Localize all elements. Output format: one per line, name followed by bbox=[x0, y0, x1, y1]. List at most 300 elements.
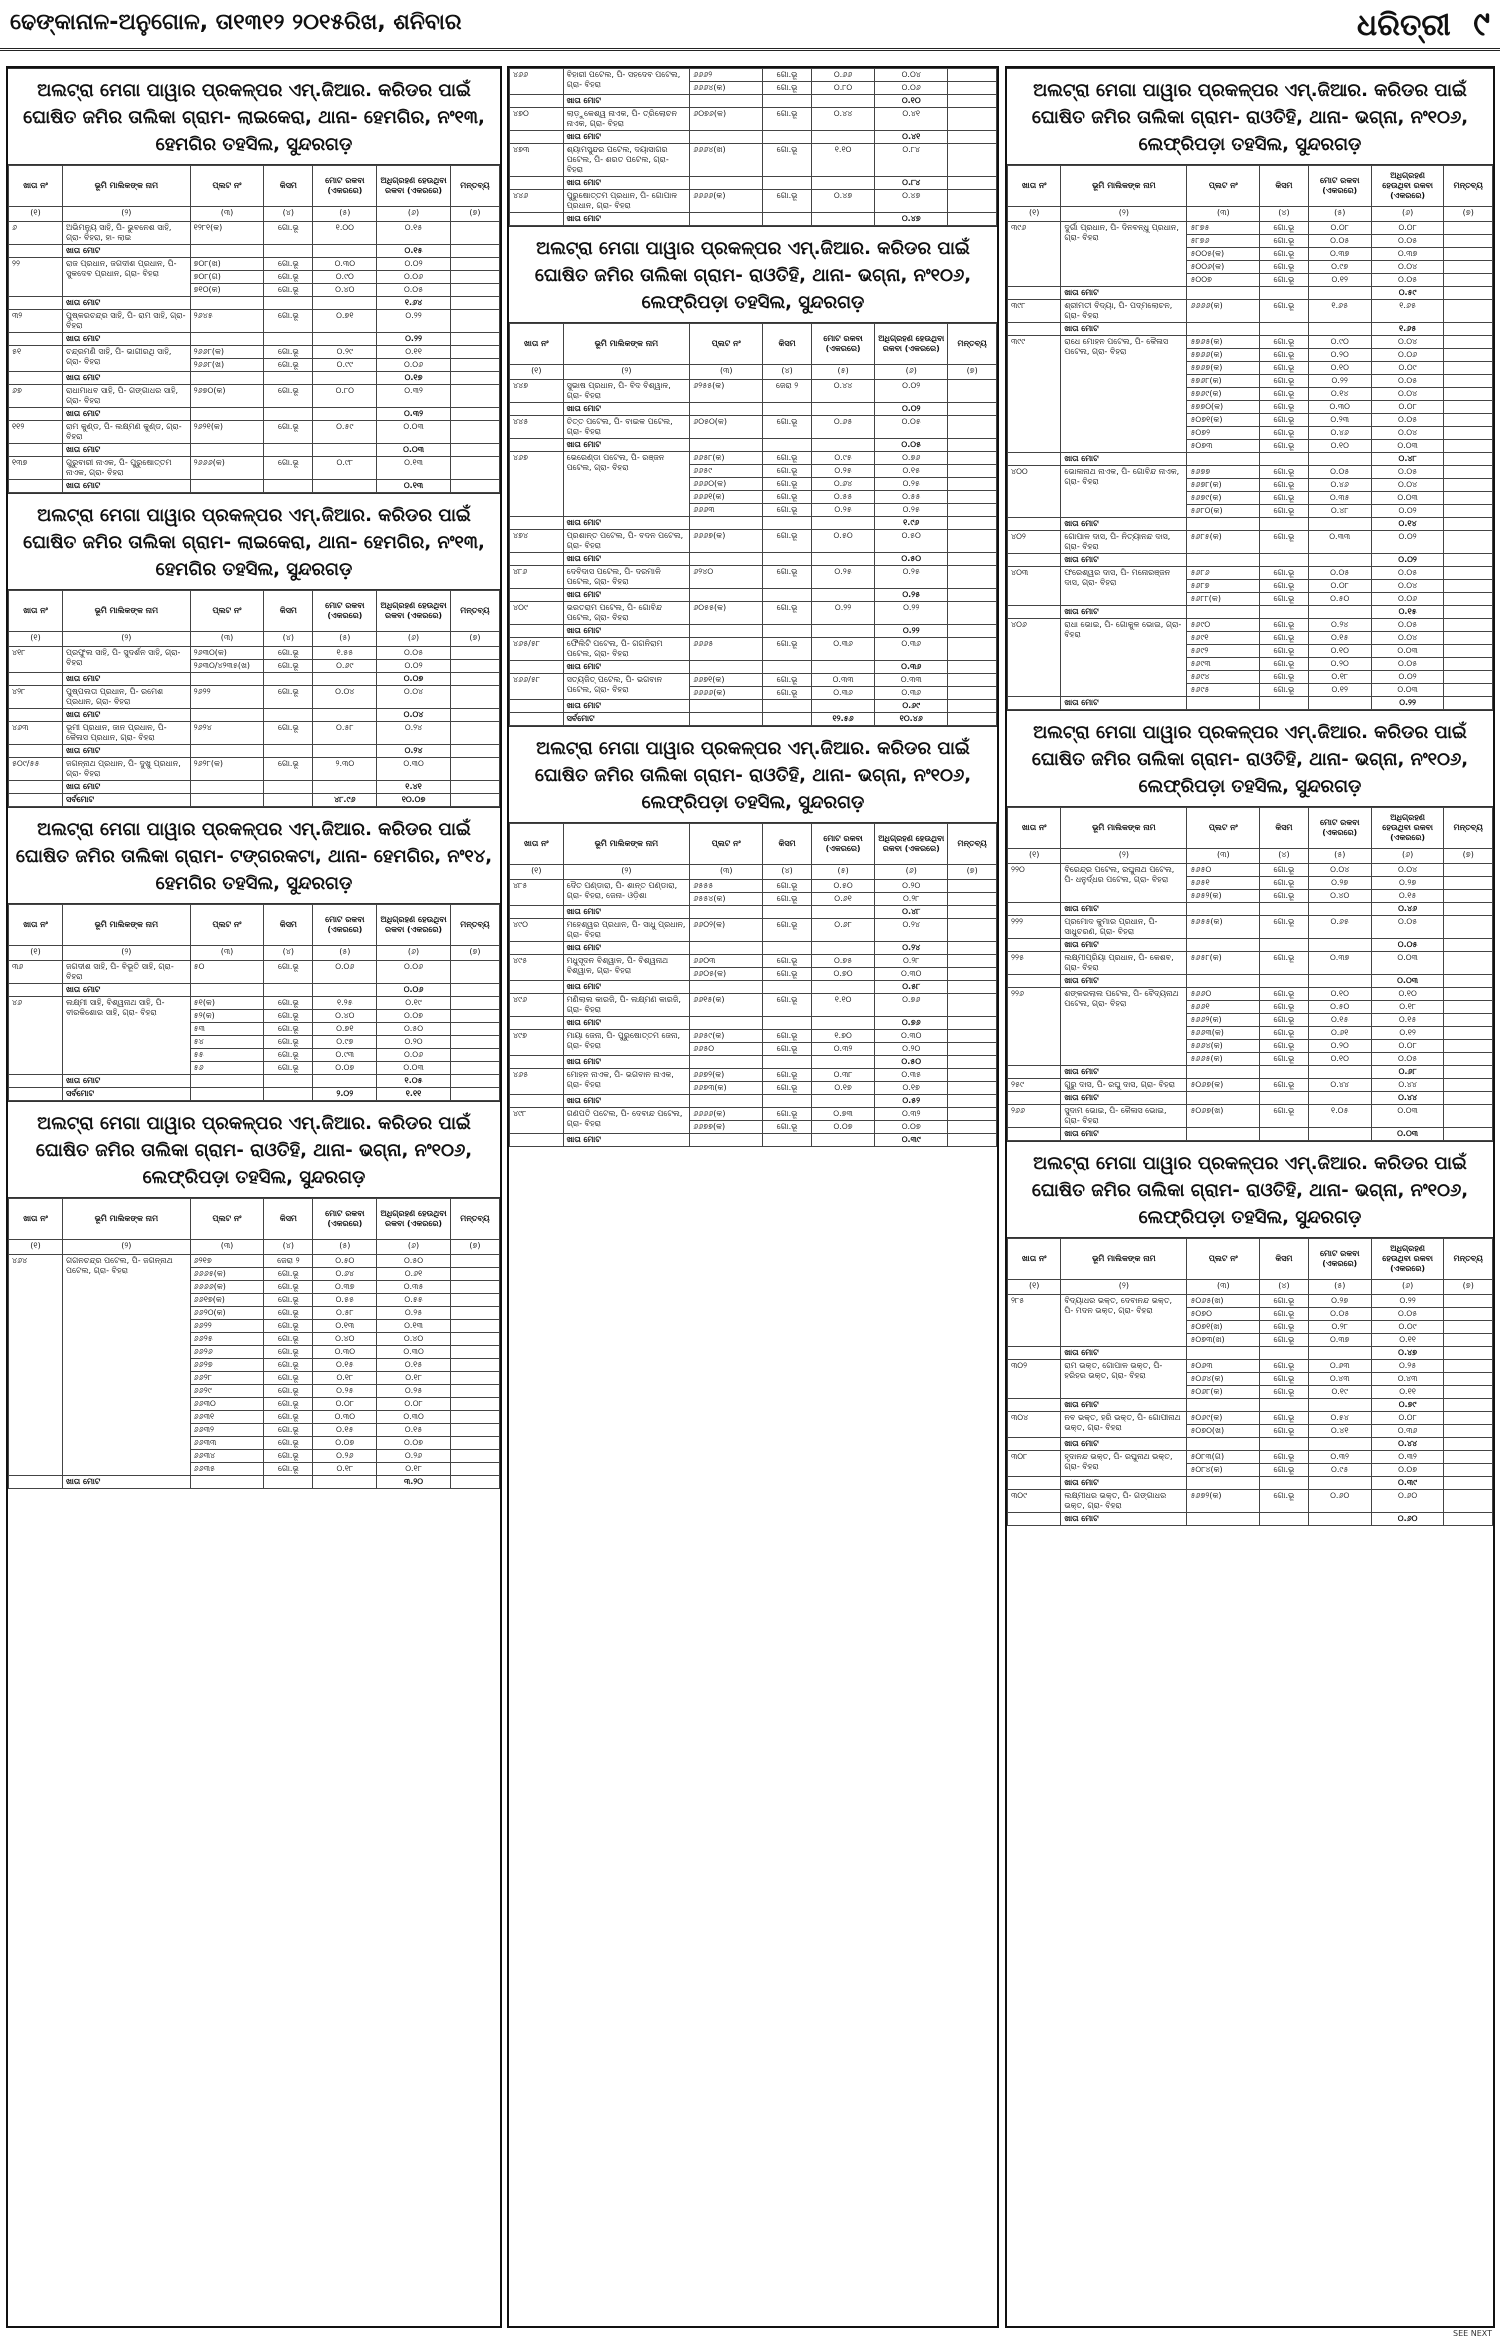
plot-number: ୨୬୨୧(କ) bbox=[190, 421, 264, 444]
total-area: ୦.୩୩ bbox=[1308, 531, 1371, 554]
grand-spacer bbox=[450, 1088, 499, 1101]
subtotal-row bbox=[9, 480, 500, 493]
subtotal-spacer bbox=[1008, 939, 1061, 952]
subtotal-row bbox=[1008, 975, 1493, 988]
subtotal-spacer bbox=[1187, 606, 1260, 619]
owner-name: ପୁରୁଷୋତ୍ତମ ପ୍ରଧାନ, ପି- ଗୋପାଳ ପ୍ରଧାନ, ଗ୍ରା- ବିହରା bbox=[563, 190, 690, 213]
owner-name: ରାମ କୁଣ୍ଡ, ପି- ଲକ୍ଷ୍ମଣ କୁଣ୍ଡ, ଗ୍ରା- ବିହରା bbox=[63, 421, 191, 444]
plot-number: ୬୬୬୬(କ) bbox=[690, 687, 763, 700]
subtotal-spacer bbox=[510, 439, 564, 452]
khata-number: ୪୯୬ bbox=[510, 994, 564, 1017]
table-row bbox=[9, 997, 500, 1010]
subtotal-spacer bbox=[9, 673, 63, 686]
remarks-cell bbox=[1444, 388, 1493, 401]
table-row bbox=[9, 222, 500, 245]
land-kind: ଗୋ.ଭୂ bbox=[763, 893, 812, 906]
subtotal-spacer bbox=[948, 1017, 997, 1030]
subtotal-spacer bbox=[9, 709, 63, 722]
subtotal-spacer bbox=[1308, 453, 1371, 466]
subtotal-row bbox=[9, 781, 500, 794]
total-area: ୦.୧୨ bbox=[1308, 274, 1371, 287]
subtotal-value: ୦.୨୪ bbox=[875, 942, 948, 955]
khata-number: ୪୬୭ bbox=[510, 452, 564, 517]
subtotal-spacer bbox=[510, 700, 564, 713]
subtotal-spacer bbox=[264, 297, 313, 310]
header-cell: ପ୍ଲଟ ନଂ bbox=[190, 905, 264, 946]
owner-name: ମାୟା ଜେନା, ପି- ପୁରୁଷୋତ୍ତମ ଜେନା, ଗ୍ରା- ବିହରା bbox=[563, 1030, 690, 1056]
land-kind: ଗୋ.ଭୂ bbox=[1260, 1334, 1309, 1347]
land-kind: ଗୋ.ଭୂ bbox=[264, 660, 313, 673]
subtotal-spacer bbox=[313, 408, 377, 421]
land-table bbox=[509, 823, 997, 1147]
khata-number: ୪୯୮ bbox=[510, 1108, 564, 1134]
subtotal-spacer bbox=[190, 1075, 264, 1088]
land-kind: ଗୋ.ଭୂ bbox=[1260, 952, 1309, 975]
plot-number: ୫୭୬୫(କ) bbox=[1187, 336, 1260, 349]
column-number: (୬) bbox=[1371, 1280, 1444, 1295]
total-area: ୦.୫୫ bbox=[811, 491, 874, 504]
acquired-area: ୦.୭୬ bbox=[875, 994, 948, 1017]
land-kind: ଗୋ.ଭୂ bbox=[264, 222, 313, 245]
subtotal-row bbox=[9, 245, 500, 258]
subtotal-spacer bbox=[811, 213, 874, 226]
header-row bbox=[9, 166, 500, 207]
subtotal-spacer bbox=[1308, 697, 1371, 710]
subtotal-spacer bbox=[1008, 518, 1061, 531]
subtotal-spacer bbox=[1008, 903, 1061, 916]
acquired-area: ୦.୦୫ bbox=[1371, 619, 1444, 632]
land-kind: ଗୋ.ଭୂ bbox=[1260, 505, 1309, 518]
remarks-cell bbox=[450, 647, 499, 660]
subtotal-spacer bbox=[1260, 1399, 1309, 1412]
subtotal-value: ୧.୬୪ bbox=[377, 297, 451, 310]
column-number: (୬) bbox=[377, 207, 451, 222]
land-kind: ଗୋ.ଭୂ bbox=[1260, 890, 1309, 903]
subtotal-value: ୦.୬୦ bbox=[1371, 1513, 1444, 1526]
acquired-area: ୦.୨୫ bbox=[875, 504, 948, 517]
subtotal-spacer bbox=[1260, 1128, 1309, 1141]
subtotal-spacer bbox=[690, 1134, 763, 1147]
header-cell: ଅଧିଗ୍ରହଣ ହେଉଥିବା ରକବା (ଏକରରେ) bbox=[377, 905, 451, 946]
khata-number: ୨୨ bbox=[9, 258, 63, 297]
land-kind: ଗୋ.ଭୂ bbox=[763, 465, 812, 478]
subtotal-value: ୧.୦୫ bbox=[377, 1075, 451, 1088]
subtotal-spacer bbox=[1260, 1092, 1309, 1105]
remarks-cell bbox=[450, 1010, 499, 1023]
total-area: ୦.୨୦ bbox=[1308, 1040, 1371, 1053]
land-kind: ଗୋ.ଭୂ bbox=[1260, 1308, 1309, 1321]
acquired-area: ୦.୦୨ bbox=[377, 258, 451, 271]
land-kind: ଗୋ.ଭୂ bbox=[1260, 388, 1309, 401]
subtotal-spacer bbox=[264, 673, 313, 686]
total-area: ୦.୧୩ bbox=[313, 1320, 377, 1333]
subtotal-label: ଖାତା ମୋଟ bbox=[1061, 323, 1187, 336]
subtotal-value: ୦.୦୫ bbox=[1371, 939, 1444, 952]
subtotal-label: ଖାତା ମୋଟ bbox=[63, 1476, 191, 1489]
footer-note: SEE NEXT bbox=[1453, 2329, 1492, 2338]
land-kind: ଗୋ.ଭୂ bbox=[1260, 1360, 1309, 1373]
subtotal-row bbox=[1008, 287, 1493, 300]
subtotal-spacer bbox=[690, 700, 763, 713]
dateline: ଢେଙ୍କାନାଳ-ଅନୁଗୋଳ, ତା୧୩୧୨ ୨୦୧୫ରିଖ, ଶନିବାର bbox=[10, 10, 462, 35]
subtotal-label: ଖାତା ମୋଟ bbox=[563, 403, 690, 416]
land-kind: ଗୋ.ଭୂ bbox=[763, 1121, 812, 1134]
subtotal-spacer bbox=[1444, 453, 1493, 466]
header-cell: କିସମ bbox=[1260, 166, 1309, 207]
subtotal-spacer bbox=[948, 177, 997, 190]
plot-number: ୫୮୭୬ bbox=[1187, 235, 1260, 248]
subtotal-spacer bbox=[811, 95, 874, 108]
plot-number: ୬୬୬୫ bbox=[690, 638, 763, 661]
total-area: ୦.୩୨ bbox=[1308, 1451, 1371, 1464]
subtotal-spacer bbox=[811, 981, 874, 994]
plot-number: ୨୬୩୦(କ) bbox=[190, 647, 264, 660]
total-area: ୦.୬୫ bbox=[811, 416, 874, 439]
land-kind: ଗୋ.ଭୂ bbox=[763, 1030, 812, 1043]
land-kind: ଗୋ.ଭୂ bbox=[1260, 1079, 1309, 1092]
subtotal-label: ଖାତା ମୋଟ bbox=[63, 408, 191, 421]
header-cell: ମୋଟ ରକବା (ଏକରରେ) bbox=[811, 324, 874, 365]
header-cell: କିସମ bbox=[264, 166, 313, 207]
header-cell: ମୋଟ ରକବା (ଏକରରେ) bbox=[811, 824, 874, 865]
plot-number: ୬୬୭୧(କ) bbox=[690, 674, 763, 687]
land-kind: ଗୋ.ଭୂ bbox=[264, 346, 313, 359]
column-number: (୪) bbox=[264, 207, 313, 222]
remarks-cell bbox=[450, 660, 499, 673]
owner-name: ପ୍ରଶାନ୍ତ ପଟେଲ, ପି- ବଦନ ପଟେଲ, ଗ୍ରା- ବିହରା bbox=[563, 530, 690, 553]
subtotal-spacer bbox=[1008, 1347, 1061, 1360]
owner-name: ମହେଶ୍ୱର ପ୍ରଧାନ, ପି- ସାଧୁ ପ୍ରଧାନ, ଗ୍ରା- ବିହରା bbox=[563, 919, 690, 942]
remarks-cell bbox=[948, 687, 997, 700]
owner-name: ଲକ୍ଷ୍ମୀଧର ଭକ୍ତ, ପି- ଗଙ୍ଗାଧର ଭକ୍ତ, ଗ୍ରା- ବିହରା bbox=[1061, 1490, 1187, 1513]
acquired-area: ୦.୦୭ bbox=[875, 1121, 948, 1134]
land-kind: ଗୋ.ଭୂ bbox=[1260, 632, 1309, 645]
khata-number: ୪୦୬ bbox=[1008, 619, 1061, 697]
grand-spacer bbox=[510, 713, 564, 726]
acquired-area: ୦.୦୨ bbox=[377, 660, 451, 673]
subtotal-value: ୦.୩୯ bbox=[1371, 1477, 1444, 1490]
subtotal-spacer bbox=[1444, 697, 1493, 710]
remarks-cell bbox=[1444, 362, 1493, 375]
column-number: (୭) bbox=[948, 365, 997, 380]
header-cell: ମନ୍ତବ୍ୟ bbox=[450, 591, 499, 632]
remarks-cell bbox=[450, 1372, 499, 1385]
header-row bbox=[1008, 166, 1493, 207]
land-table bbox=[8, 904, 500, 1101]
total-area: ୦.୫୮ bbox=[313, 722, 377, 745]
khata-number: ୪୬୪ bbox=[9, 1255, 63, 1476]
subtotal-label: ଖାତା ମୋଟ bbox=[563, 213, 690, 226]
total-area: ୦.୫୯ bbox=[313, 421, 377, 444]
total-area: ୧.୫୫ bbox=[313, 647, 377, 660]
grand-spacer bbox=[9, 1088, 63, 1101]
column-number: (୧) bbox=[1008, 1280, 1061, 1295]
land-kind: ଗୋ.ଭୂ bbox=[264, 310, 313, 333]
subtotal-spacer bbox=[811, 131, 874, 144]
land-kind: ଗୋ.ଭୂ bbox=[763, 1069, 812, 1082]
table-row bbox=[9, 722, 500, 745]
plot-number: ୫୬୬୨(କ) bbox=[1187, 1014, 1260, 1027]
plot-number: ୬୬୬୭(କ) bbox=[690, 530, 763, 553]
subtotal-spacer bbox=[763, 1134, 812, 1147]
subtotal-spacer bbox=[510, 213, 564, 226]
subtotal-spacer bbox=[948, 661, 997, 674]
acquired-area: ୦.୩୫ bbox=[875, 1069, 948, 1082]
remarks-cell bbox=[1444, 1079, 1493, 1092]
land-kind: ଗୋ.ଭୂ bbox=[763, 1043, 812, 1056]
total-area: ୨.୩୦ bbox=[313, 758, 377, 781]
remarks-cell bbox=[948, 1108, 997, 1121]
subtotal-spacer bbox=[1308, 939, 1371, 952]
subtotal-row bbox=[1008, 1128, 1493, 1141]
total-area: ୦.୫୦ bbox=[1308, 593, 1371, 606]
subtotal-spacer bbox=[313, 333, 377, 346]
land-kind: ଗୋ.ଭୂ bbox=[264, 284, 313, 297]
land-kind: ଗୋ.ଭୂ bbox=[1260, 336, 1309, 349]
khata-number: ୪୮୬ bbox=[510, 566, 564, 589]
remarks-cell bbox=[1444, 349, 1493, 362]
subtotal-row bbox=[1008, 1477, 1493, 1490]
subtotal-row bbox=[1008, 1399, 1493, 1412]
subtotal-label: ଖାତା ମୋଟ bbox=[563, 1095, 690, 1108]
table-row bbox=[9, 1255, 500, 1268]
plot-number: ୬୨୧୭ bbox=[190, 1255, 264, 1268]
plot-number: ୫୬୭୯(କ) bbox=[1187, 492, 1260, 505]
remarks-cell bbox=[948, 1121, 997, 1134]
acquired-area: ୦.୩୦ bbox=[377, 1346, 451, 1359]
total-area: ୦.୨୭ bbox=[1308, 1295, 1371, 1308]
block-title: ଅଲଟ୍ରା ମେଗା ପାୱାର ପ୍ରକଳ୍ପର ଏମ୍.ଜିଆର. କରିଡର ପାଇଁ ଘୋଷିତ ଜମିର ତାଲିକା ଗ୍ରାମ- ରାଓତିହି, ଥାନା- ଭଗ୍ନା, ନଂ୧୦୬, ଲେଫ୍ରିପଡ଼ା ତହସିଲ, ସୁନ୍ଦରଗଡ଼ bbox=[1007, 1141, 1493, 1238]
remarks-cell bbox=[450, 1255, 499, 1268]
column-number: (୫) bbox=[1308, 1280, 1371, 1295]
owner-name: ଦେବିଦାସ ପଟେଲ, ପି- ଦରମାଳି ପଟେଲ, ଗ୍ରା- ବିହରା bbox=[563, 566, 690, 589]
plot-number: ୫୦୦୬(କ) bbox=[1187, 261, 1260, 274]
total-area: ୦.୧୫ bbox=[313, 1359, 377, 1372]
acquired-area: ୦.୦୪ bbox=[1371, 261, 1444, 274]
grand-acquired-area: ୧୦.୪୬ bbox=[875, 713, 948, 726]
subtotal-label: ଖାତା ମୋଟ bbox=[563, 1017, 690, 1030]
total-area: ୦.୦୮ bbox=[1308, 580, 1371, 593]
subtotal-spacer bbox=[9, 444, 63, 457]
land-kind: ଗୋ.ଭୂ bbox=[763, 994, 812, 1017]
total-area: ୦.୪୪ bbox=[811, 380, 874, 403]
total-area: ୧.୧୦ bbox=[811, 144, 874, 177]
header-row bbox=[1008, 1239, 1493, 1280]
subtotal-spacer bbox=[1187, 1477, 1260, 1490]
plot-number: ୨୬୬୮(ଖ) bbox=[190, 359, 264, 372]
plot-number: ୫୬୬୧ bbox=[1187, 1001, 1260, 1014]
plot-number: ୫୬୫୧ bbox=[1187, 877, 1260, 890]
plot-number: ୫୬୫୦ bbox=[1187, 864, 1260, 877]
table-row bbox=[1008, 916, 1493, 939]
subtotal-spacer bbox=[190, 745, 264, 758]
column-number: (୬) bbox=[377, 1240, 451, 1255]
subtotal-spacer bbox=[811, 942, 874, 955]
column-number: (୨) bbox=[563, 365, 690, 380]
subtotal-spacer bbox=[1444, 1399, 1493, 1412]
subtotal-label: ଖାତା ମୋଟ bbox=[563, 177, 690, 190]
subtotal-spacer bbox=[811, 1095, 874, 1108]
subtotal-label: ଖାତା ମୋଟ bbox=[1061, 939, 1187, 952]
subtotal-row bbox=[1008, 697, 1493, 710]
subtotal-row bbox=[510, 700, 997, 713]
land-kind: ଗୋ.ଭୂ bbox=[264, 385, 313, 408]
subtotal-spacer bbox=[190, 297, 264, 310]
subtotal-row bbox=[510, 1095, 997, 1108]
table-row bbox=[1008, 988, 1493, 1001]
header-cell: ମନ୍ତବ୍ୟ bbox=[450, 166, 499, 207]
remarks-cell bbox=[948, 955, 997, 968]
subtotal-label: ଖାତା ମୋଟ bbox=[63, 745, 191, 758]
total-area: ୦.୧୦ bbox=[1308, 1053, 1371, 1066]
table-row bbox=[510, 919, 997, 942]
plot-number: ୫୬୮୫(କ) bbox=[1187, 531, 1260, 554]
acquired-area: ୦.୩୦ bbox=[377, 758, 451, 781]
remarks-cell bbox=[1444, 261, 1493, 274]
plot-number: ୬୬୦୩ bbox=[690, 955, 763, 968]
subtotal-spacer bbox=[1187, 1128, 1260, 1141]
owner-name: ଗଗନଚନ୍ଦ୍ର ପଟେଲ, ପି- ଜଗନ୍ନାଥ ପଟେଲ, ଗ୍ରା- ବିହରା bbox=[63, 1255, 191, 1476]
column-number: (୪) bbox=[264, 632, 313, 647]
plot-number: ୬୬୨୨ bbox=[190, 1320, 264, 1333]
table-row bbox=[510, 1069, 997, 1082]
remarks-cell bbox=[948, 530, 997, 553]
subtotal-spacer bbox=[1308, 1399, 1371, 1412]
acquired-area: ୦.୦୫ bbox=[1371, 1053, 1444, 1066]
khata-number: ୩୯୯ bbox=[1008, 336, 1061, 453]
land-kind: ଗୋ.ଭୂ bbox=[1260, 427, 1309, 440]
subtotal-label: ଖାତା ମୋଟ bbox=[1061, 1399, 1187, 1412]
table-row bbox=[510, 416, 997, 439]
subtotal-spacer bbox=[450, 333, 499, 346]
masthead bbox=[0, 0, 1500, 51]
subtotal-label: ଖାତା ମୋଟ bbox=[1061, 453, 1187, 466]
subtotal-row bbox=[510, 1017, 997, 1030]
khata-number: ୪୨୮ bbox=[9, 686, 63, 709]
subtotal-spacer bbox=[190, 673, 264, 686]
total-area: ୦.୪୪ bbox=[811, 108, 874, 131]
subtotal-value: ୦.୦୫ bbox=[875, 439, 948, 452]
subtotal-row bbox=[510, 131, 997, 144]
subtotal-spacer bbox=[190, 444, 264, 457]
remarks-cell bbox=[948, 893, 997, 906]
plot-number: ୫୭୭୦(କ) bbox=[1187, 401, 1260, 414]
subtotal-label: ଖାତା ମୋଟ bbox=[1061, 903, 1187, 916]
total-area: ୦.୫୦ bbox=[313, 1255, 377, 1268]
subtotal-spacer bbox=[811, 517, 874, 530]
total-area: ୦.୬୫ bbox=[1308, 916, 1371, 939]
subtotal-spacer bbox=[1308, 1092, 1371, 1105]
land-kind: ଗୋ.ଭୂ bbox=[763, 530, 812, 553]
grand-spacer bbox=[264, 794, 313, 807]
table-row bbox=[1008, 864, 1493, 877]
owner-name: ପ୍ରଫୁଲ ସାହି, ପି- ସୁଦର୍ଶନ ସାହି, ଗ୍ରା- ବିହରା bbox=[63, 647, 191, 673]
header-cell: ମନ୍ତବ୍ୟ bbox=[1444, 1239, 1493, 1280]
block-title: ଅଲଟ୍ରା ମେଗା ପାୱାର ପ୍ରକଳ୍ପର ଏମ୍.ଜିଆର. କରିଡର ପାଇଁ ଘୋଷିତ ଜମିର ତାଲିକା ଗ୍ରାମ- ଟଙ୍ଗରକଟା, ଥାନା- ହେମଗିର, ନଂ୧୪, ହେମଗିର ତହସିଲ, ସୁନ୍ଦରଗଡ଼ bbox=[8, 807, 500, 904]
land-kind: ଜେରା ୨ bbox=[763, 380, 812, 403]
land-kind: ଗୋ.ଭୂ bbox=[763, 602, 812, 625]
subtotal-label: ଖାତା ମୋଟ bbox=[563, 1056, 690, 1069]
land-kind: ଗୋ.ଭୂ bbox=[264, 1049, 313, 1062]
total-area: ୦.୫୦ bbox=[811, 530, 874, 553]
subtotal-spacer bbox=[1260, 903, 1309, 916]
khata-number: ୬୭ bbox=[9, 385, 63, 408]
land-kind: ଗୋ.ଭୂ bbox=[763, 69, 812, 82]
subtotal-spacer bbox=[948, 213, 997, 226]
table-row bbox=[9, 457, 500, 480]
land-kind: ଗୋ.ଭୂ bbox=[264, 1359, 313, 1372]
table-row bbox=[510, 108, 997, 131]
header-cell: ମୋଟ ରକବା (ଏକରରେ) bbox=[313, 166, 377, 207]
plot-number: ୬୬୬୪(କ) bbox=[690, 82, 763, 95]
subtotal-spacer bbox=[1444, 554, 1493, 567]
subtotal-spacer bbox=[811, 177, 874, 190]
land-kind: ଗୋ.ଭୂ bbox=[1260, 1373, 1309, 1386]
subtotal-spacer bbox=[1260, 697, 1309, 710]
land-kind: ଗୋ.ଭୂ bbox=[1260, 1490, 1309, 1513]
table-row bbox=[1008, 1412, 1493, 1425]
land-kind: ଜେରା ୨ bbox=[264, 1255, 313, 1268]
remarks-cell bbox=[1444, 619, 1493, 632]
subtotal-label: ଖାତା ମୋଟ bbox=[63, 372, 191, 385]
column-number: (୨) bbox=[63, 946, 191, 961]
subtotal-spacer bbox=[690, 439, 763, 452]
khata-number: ୪୬ bbox=[9, 997, 63, 1075]
land-kind: ଗୋ.ଭୂ bbox=[264, 1372, 313, 1385]
column-number: (୨) bbox=[63, 1240, 191, 1255]
land-kind: ଗୋ.ଭୂ bbox=[1260, 593, 1309, 606]
subtotal-spacer bbox=[264, 408, 313, 421]
subtotal-spacer bbox=[948, 1134, 997, 1147]
owner-name: ଶଙ୍କରଲାଲ ପଟେଲ, ପି- ବୈଦ୍ୟନାଥ ପଟେଲ, ଗ୍ରା- ବିହରା bbox=[1061, 988, 1187, 1066]
block-title: ଅଲଟ୍ରା ମେଗା ପାୱାର ପ୍ରକଳ୍ପର ଏମ୍.ଜିଆର. କରିଡର ପାଇଁ ଘୋଷିତ ଜମିର ତାଲିକା ଗ୍ରାମ- ରାଓତିହି, ଥାନା- ଭଗ୍ନା, ନଂ୧୦୬, ଲେଫ୍ରିପଡ଼ା ତହସିଲ, ସୁନ୍ଦରଗଡ଼ bbox=[509, 226, 997, 323]
table-row bbox=[510, 994, 997, 1017]
header-cell: ଭୂମି ମାଲିକଙ୍କ ନାମ bbox=[563, 324, 690, 365]
column-number: (୫) bbox=[313, 207, 377, 222]
plot-number: ୫୬୯୫ bbox=[1187, 684, 1260, 697]
subtotal-spacer bbox=[1187, 1347, 1260, 1360]
acquired-area: ୦.୨୮ bbox=[875, 955, 948, 968]
subtotal-spacer bbox=[811, 700, 874, 713]
plot-number: ୬୬୬୫(କ) bbox=[190, 1268, 264, 1281]
subtotal-spacer bbox=[1187, 453, 1260, 466]
acquired-area: ୦.୧୨ bbox=[1371, 1027, 1444, 1040]
remarks-cell bbox=[1444, 505, 1493, 518]
column-number: (୪) bbox=[1260, 207, 1309, 222]
column-number: (୪) bbox=[264, 1240, 313, 1255]
column-number: (୪) bbox=[264, 946, 313, 961]
land-kind: ଗୋ.ଭୂ bbox=[264, 722, 313, 745]
table-row bbox=[510, 1030, 997, 1043]
khata-number: ୩୦୮ bbox=[1008, 1451, 1061, 1477]
total-area: ୦.୬୩ bbox=[1308, 1360, 1371, 1373]
table-row bbox=[510, 566, 997, 589]
land-kind: ଗୋ.ଭୂ bbox=[1260, 401, 1309, 414]
column-number: (୩) bbox=[190, 1240, 264, 1255]
table-row bbox=[9, 421, 500, 444]
plot-number: ୨୬୬୬(କ) bbox=[190, 457, 264, 480]
total-area: ୦.୯୩ bbox=[313, 1049, 377, 1062]
column-number: (୬) bbox=[1371, 849, 1444, 864]
remarks-cell bbox=[450, 421, 499, 444]
remarks-cell bbox=[1444, 1053, 1493, 1066]
plot-number: ୬୬୬୩ bbox=[690, 504, 763, 517]
acquired-area: ୦.୦୫ bbox=[1371, 1308, 1444, 1321]
total-area: ୧.୦୦ bbox=[313, 222, 377, 245]
subtotal-spacer bbox=[450, 297, 499, 310]
total-area: ୦.୧୦ bbox=[1308, 988, 1371, 1001]
khata-number: ୧୩୭ bbox=[9, 457, 63, 480]
